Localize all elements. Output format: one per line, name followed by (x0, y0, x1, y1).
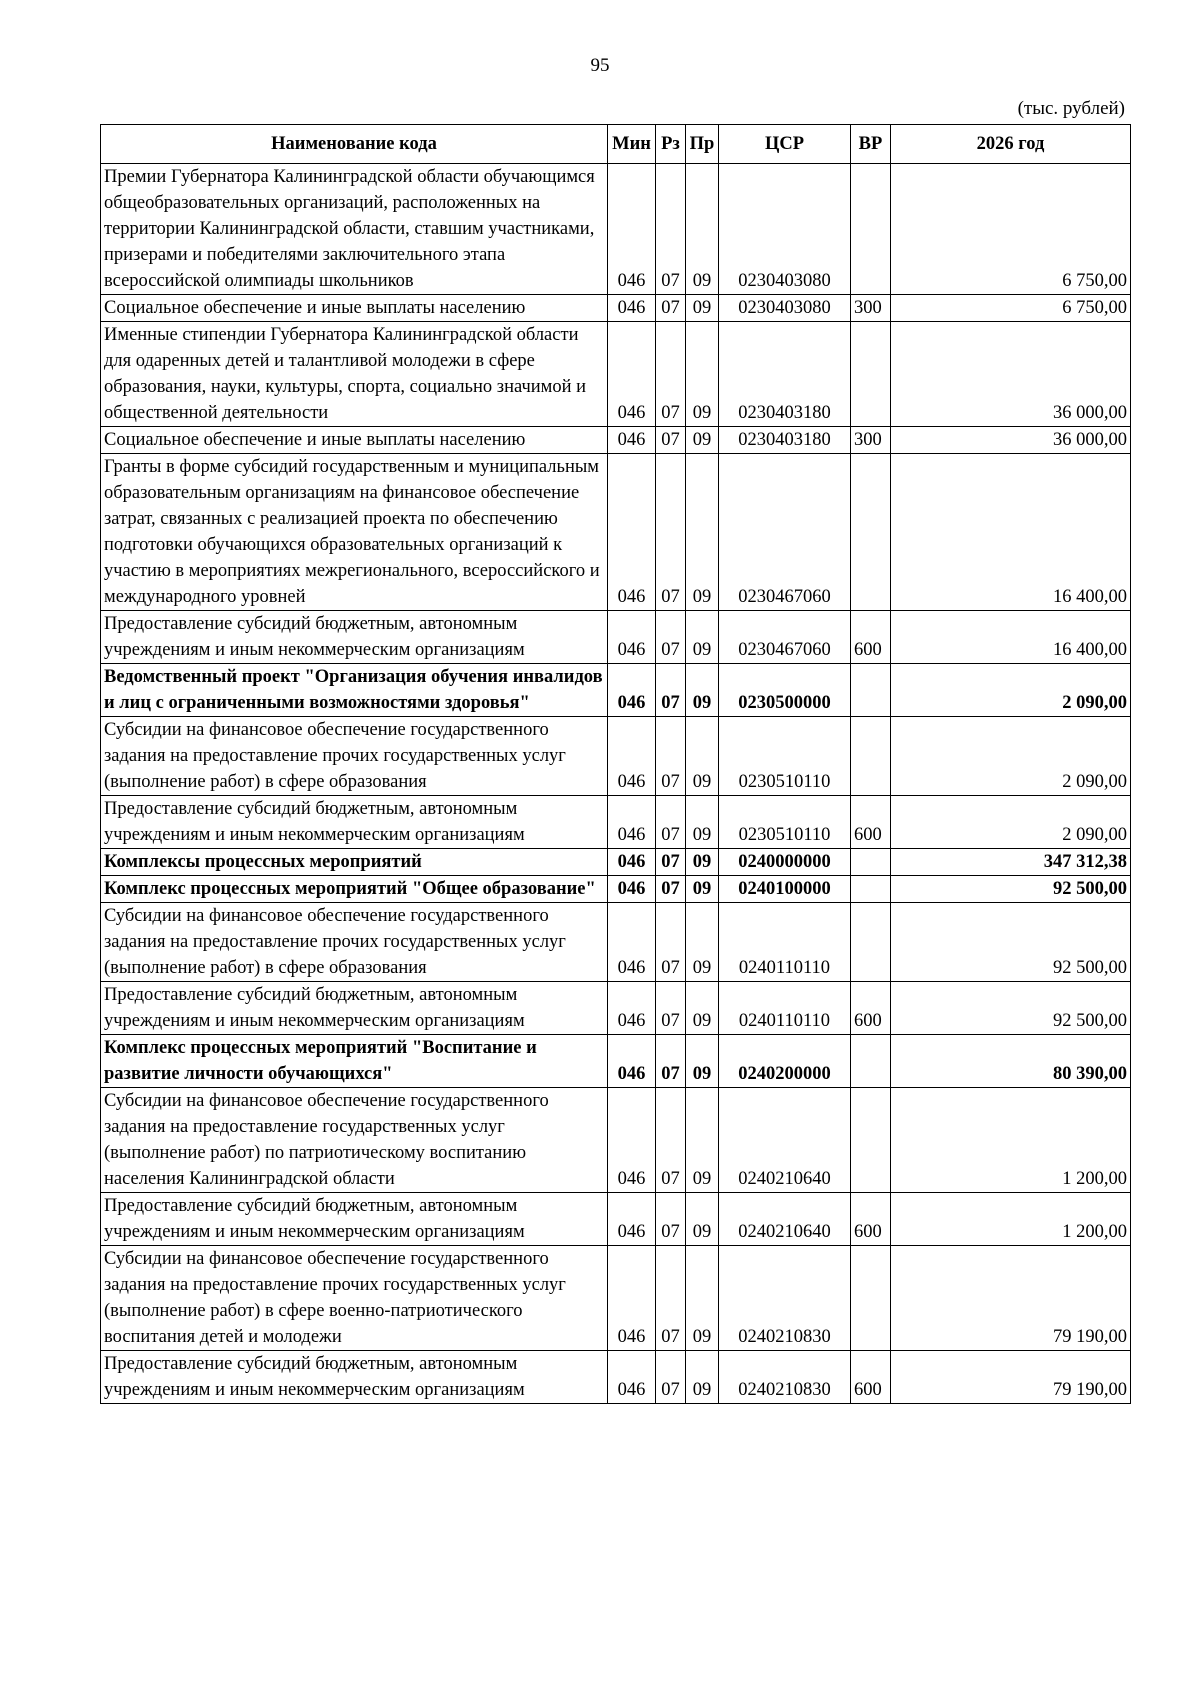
row-csr: 0230467060 (719, 611, 851, 664)
row-amount: 92 500,00 (891, 903, 1131, 982)
row-csr: 0230467060 (719, 454, 851, 611)
row-rz: 07 (656, 1088, 686, 1193)
row-pr: 09 (686, 164, 719, 295)
budget-table (100, 124, 1131, 1404)
row-pr: 09 (686, 876, 719, 903)
row-name: Именные стипендии Губернатора Калининградской области для одаренных детей и талантливой молодежи в сфере образования, науки, культуры, спорта, социально значимой и общественной деятельности (101, 322, 608, 427)
table-row (101, 796, 1131, 849)
row-min: 046 (608, 295, 656, 322)
row-csr: 0230403080 (719, 295, 851, 322)
row-amount: 80 390,00 (891, 1035, 1131, 1088)
row-min: 046 (608, 664, 656, 717)
row-rz: 07 (656, 717, 686, 796)
header-rz: Рз (656, 125, 686, 164)
row-amount: 79 190,00 (891, 1351, 1131, 1404)
row-csr: 0240210640 (719, 1193, 851, 1246)
row-rz: 07 (656, 849, 686, 876)
table-row (101, 611, 1131, 664)
row-name: Предоставление субсидий бюджетным, автономным учреждениям и иным некоммерческим организациям (101, 982, 608, 1035)
row-csr: 0240110110 (719, 903, 851, 982)
row-rz: 07 (656, 164, 686, 295)
row-vr: 600 (851, 796, 891, 849)
row-min: 046 (608, 1035, 656, 1088)
row-min: 046 (608, 982, 656, 1035)
table-row (101, 1035, 1131, 1088)
row-pr: 09 (686, 903, 719, 982)
row-pr: 09 (686, 982, 719, 1035)
row-name: Социальное обеспечение и иные выплаты населению (101, 295, 608, 322)
row-rz: 07 (656, 1246, 686, 1351)
row-name: Предоставление субсидий бюджетным, автономным учреждениям и иным некоммерческим организациям (101, 1193, 608, 1246)
row-amount: 2 090,00 (891, 796, 1131, 849)
row-vr (851, 454, 891, 611)
row-name: Социальное обеспечение и иные выплаты населению (101, 427, 608, 454)
row-pr: 09 (686, 1351, 719, 1404)
row-min: 046 (608, 1351, 656, 1404)
units-label: (тыс. рублей) (1017, 98, 1125, 119)
header-pr: Пр (686, 125, 719, 164)
table-row (101, 1351, 1131, 1404)
table-row (101, 849, 1131, 876)
row-csr: 0240000000 (719, 849, 851, 876)
row-name: Субсидии на финансовое обеспечение государственного задания на предоставление прочих государственных услуг (выполнение работ) в сфере образования (101, 903, 608, 982)
row-min: 046 (608, 796, 656, 849)
row-pr: 09 (686, 1035, 719, 1088)
row-min: 046 (608, 903, 656, 982)
row-pr: 09 (686, 849, 719, 876)
row-csr: 0230500000 (719, 664, 851, 717)
row-csr: 0240210640 (719, 1088, 851, 1193)
row-vr (851, 1246, 891, 1351)
row-vr: 300 (851, 427, 891, 454)
row-name: Комплекс процессных мероприятий "Воспитание и развитие личности обучающихся" (101, 1035, 608, 1088)
row-amount: 16 400,00 (891, 454, 1131, 611)
row-amount: 92 500,00 (891, 982, 1131, 1035)
row-rz: 07 (656, 1193, 686, 1246)
row-vr: 300 (851, 295, 891, 322)
row-amount: 347 312,38 (891, 849, 1131, 876)
row-rz: 07 (656, 611, 686, 664)
row-amount: 2 090,00 (891, 664, 1131, 717)
row-vr (851, 664, 891, 717)
row-pr: 09 (686, 295, 719, 322)
row-rz: 07 (656, 903, 686, 982)
row-min: 046 (608, 1088, 656, 1193)
row-amount: 79 190,00 (891, 1246, 1131, 1351)
row-pr: 09 (686, 454, 719, 611)
row-min: 046 (608, 611, 656, 664)
table-row (101, 164, 1131, 295)
row-amount: 92 500,00 (891, 876, 1131, 903)
row-vr (851, 1035, 891, 1088)
table-row (101, 1088, 1131, 1193)
header-row (101, 125, 1131, 164)
row-pr: 09 (686, 322, 719, 427)
header-amount: 2026 год (891, 125, 1131, 164)
row-rz: 07 (656, 295, 686, 322)
table-row (101, 1246, 1131, 1351)
row-vr (851, 903, 891, 982)
table-row (101, 982, 1131, 1035)
row-pr: 09 (686, 717, 719, 796)
row-amount: 6 750,00 (891, 295, 1131, 322)
row-csr: 0230403080 (719, 164, 851, 295)
row-name: Субсидии на финансовое обеспечение государственного задания на предоставление прочих государственных услуг (выполнение работ) в сфере военно-патриотического воспитания детей и молодежи (101, 1246, 608, 1351)
header-csr: ЦСР (719, 125, 851, 164)
row-vr (851, 876, 891, 903)
row-min: 046 (608, 322, 656, 427)
row-vr: 600 (851, 982, 891, 1035)
table-row (101, 1193, 1131, 1246)
row-min: 046 (608, 849, 656, 876)
row-vr (851, 717, 891, 796)
row-rz: 07 (656, 322, 686, 427)
row-name: Предоставление субсидий бюджетным, автономным учреждениям и иным некоммерческим организациям (101, 611, 608, 664)
row-min: 046 (608, 876, 656, 903)
row-csr: 0240110110 (719, 982, 851, 1035)
row-csr: 0230510110 (719, 796, 851, 849)
row-name: Премии Губернатора Калининградской области обучающимся общеобразовательных организаций, расположенных на территории Калининградской области, ставшим участниками, призерами и победителями заключительного этапа всероссийской олимпиады школьников (101, 164, 608, 295)
row-pr: 09 (686, 796, 719, 849)
table-row (101, 903, 1131, 982)
row-vr: 600 (851, 1351, 891, 1404)
row-min: 046 (608, 454, 656, 611)
row-pr: 09 (686, 1193, 719, 1246)
table-row (101, 664, 1131, 717)
table-row (101, 876, 1131, 903)
row-min: 046 (608, 1246, 656, 1351)
header-vr: ВР (851, 125, 891, 164)
table-row (101, 295, 1131, 322)
row-pr: 09 (686, 427, 719, 454)
row-name: Комплекс процессных мероприятий "Общее образование" (101, 876, 608, 903)
row-name: Ведомственный проект "Организация обучения инвалидов и лиц с ограниченными возможностями здоровья" (101, 664, 608, 717)
row-vr: 600 (851, 1193, 891, 1246)
row-rz: 07 (656, 796, 686, 849)
table-row (101, 717, 1131, 796)
header-name: Наименование кода (101, 125, 608, 164)
row-vr (851, 164, 891, 295)
row-vr (851, 849, 891, 876)
row-pr: 09 (686, 1246, 719, 1351)
table-row (101, 454, 1131, 611)
row-rz: 07 (656, 664, 686, 717)
table-row (101, 322, 1131, 427)
row-rz: 07 (656, 454, 686, 611)
row-pr: 09 (686, 664, 719, 717)
row-vr (851, 1088, 891, 1193)
row-pr: 09 (686, 611, 719, 664)
row-min: 046 (608, 717, 656, 796)
header-min: Мин (608, 125, 656, 164)
row-min: 046 (608, 427, 656, 454)
row-pr: 09 (686, 1088, 719, 1193)
row-csr: 0230510110 (719, 717, 851, 796)
table-row (101, 427, 1131, 454)
row-csr: 0240100000 (719, 876, 851, 903)
row-rz: 07 (656, 1035, 686, 1088)
row-name: Комплексы процессных мероприятий (101, 849, 608, 876)
row-csr: 0230403180 (719, 322, 851, 427)
row-rz: 07 (656, 427, 686, 454)
row-name: Предоставление субсидий бюджетным, автономным учреждениям и иным некоммерческим организациям (101, 796, 608, 849)
row-csr: 0240210830 (719, 1246, 851, 1351)
row-amount: 36 000,00 (891, 427, 1131, 454)
row-amount: 1 200,00 (891, 1088, 1131, 1193)
row-name: Предоставление субсидий бюджетным, автономным учреждениям и иным некоммерческим организациям (101, 1351, 608, 1404)
row-name: Гранты в форме субсидий государственным и муниципальным образовательным организациям на финансовое обеспечение затрат, связанных с реализацией проекта по обеспечению подготовки обучающихся образовательных организаций к участию в мероприятиях межрегионального, всероссийского и международного уровней (101, 454, 608, 611)
row-rz: 07 (656, 876, 686, 903)
row-amount: 6 750,00 (891, 164, 1131, 295)
row-rz: 07 (656, 982, 686, 1035)
row-amount: 1 200,00 (891, 1193, 1131, 1246)
row-amount: 2 090,00 (891, 717, 1131, 796)
row-csr: 0240210830 (719, 1351, 851, 1404)
page-number: 95 (590, 55, 610, 76)
table-body (101, 164, 1131, 1404)
row-name: Субсидии на финансовое обеспечение государственного задания на предоставление прочих государственных услуг (выполнение работ) в сфере образования (101, 717, 608, 796)
row-vr (851, 322, 891, 427)
row-min: 046 (608, 1193, 656, 1246)
row-csr: 0230403180 (719, 427, 851, 454)
row-csr: 0240200000 (719, 1035, 851, 1088)
row-vr: 600 (851, 611, 891, 664)
row-name: Субсидии на финансовое обеспечение государственного задания на предоставление государственных услуг (выполнение работ) по патриотическому воспитанию населения Калининградской области (101, 1088, 608, 1193)
row-amount: 16 400,00 (891, 611, 1131, 664)
row-min: 046 (608, 164, 656, 295)
row-amount: 36 000,00 (891, 322, 1131, 427)
row-rz: 07 (656, 1351, 686, 1404)
